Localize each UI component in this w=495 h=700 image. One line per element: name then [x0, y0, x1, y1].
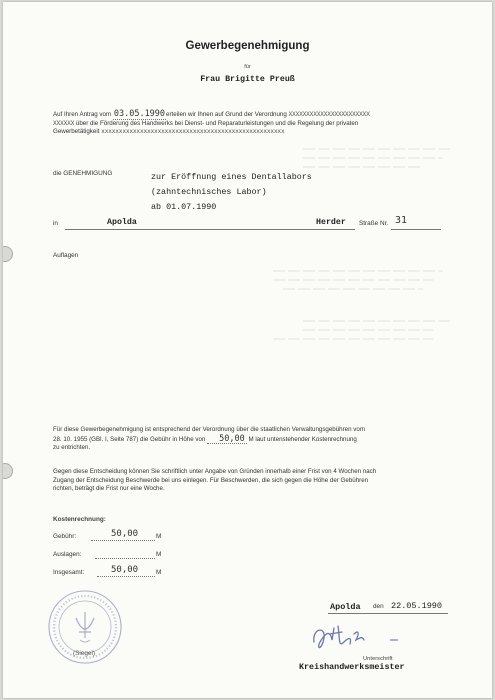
den-label: den [373, 603, 384, 610]
handwritten-signature [308, 620, 404, 656]
fee-line2-suffix: M laut untenstehender Kostenrechnung [248, 435, 357, 443]
show-through-text [273, 279, 433, 281]
kosten-row-line [91, 540, 155, 541]
show-through-text [303, 148, 453, 150]
location-city: Apolda [107, 218, 137, 227]
date-underline [328, 613, 448, 614]
crossed-out-text: xxxxxxxxxxxxxxxxxxxxxxxxxxxxxxxxxxxxxxxxxxxxxxxxxxxx [101, 128, 285, 136]
antrag-date: 03.05.1990 [113, 109, 166, 119]
strasse-label: Straße Nr. [359, 220, 389, 227]
beschwerde-paragraph [53, 468, 445, 494]
document-page [3, 2, 492, 698]
footer-place: Apolda [330, 602, 361, 612]
antrag-line-3 [53, 128, 445, 137]
fee-line-2 [53, 435, 445, 445]
kosten-row-unit: M [156, 569, 162, 576]
unterschrift-label: Unterschrift [363, 656, 393, 662]
antrag-line2-text: über die Förderung des Handwerks bei Dienst- und Reparaturleistungen und die Regelung der privaten [75, 119, 359, 127]
fee-amount: 50,00 [207, 435, 247, 445]
kosten-row-unit: M [156, 533, 162, 540]
in-label: in [53, 220, 58, 227]
kosten-row-line [95, 558, 155, 559]
genehmigung-line-1: zur Eröffnung eines Dentallabors [151, 172, 312, 182]
show-through-text [273, 270, 443, 272]
antrag-line-2 [53, 120, 445, 129]
beschwerde-line-2: Zugang der Entscheidung Beschwerde bei uns einlegen. Für Beschwerden, die sich gegen die Höhe der Gebühren [53, 476, 369, 484]
show-through-text [273, 338, 433, 340]
kosten-row-label: Gebühr: [53, 533, 77, 540]
kosten-row-label: Auslagen: [53, 551, 82, 558]
show-through-text [283, 288, 423, 290]
location-underline [65, 229, 355, 230]
show-through-text [303, 320, 453, 322]
punch-hole-top [3, 246, 13, 262]
auflagen-label: Auflagen [53, 252, 79, 259]
show-through-text [303, 329, 433, 331]
antrag-prefix: Auf Ihren Antrag vom [53, 111, 112, 118]
crossed-out-text: XXXXXXXXXXXXXXXXXXXXXXX [288, 111, 370, 118]
beschwerde-line-3: richten, beträgt die Frist nur eine Woche. [53, 485, 165, 493]
genehmigung-line-2: (zahntechnisches Labor) [151, 187, 267, 197]
show-through-text [303, 166, 423, 168]
antrag-mid: erteilen wir Ihnen auf Grund der Verordnung [166, 111, 287, 118]
kosten-row-line [97, 576, 155, 577]
fuer-label: für [244, 64, 251, 70]
genehmigung-line-3: ab 01.07.1990 [151, 202, 217, 212]
kosten-row-label: Insgesamt: [53, 569, 85, 576]
kosten-row-unit: M [156, 551, 162, 558]
antrag-paragraph [53, 110, 445, 137]
document-title: Gewerbegenehmigung [185, 40, 310, 52]
number-underline [391, 229, 441, 230]
recipient-name: Frau Brigitte Preuß [200, 75, 295, 84]
show-through-text [303, 157, 443, 159]
fee-paragraph [53, 426, 445, 453]
fee-line-3: zu entrichten. [53, 444, 91, 452]
footer-date: 22.05.1990 [391, 601, 443, 611]
fee-line-1: Für diese Gewerbegenehmigung ist entsprechend der Verordnung über die staatlichen Verwaltungsgebühren vom [53, 426, 365, 433]
antrag-line3-prefix: Gewerbetätigkeit [53, 128, 100, 136]
signer-role: Kreishandwerksmeister [299, 662, 405, 672]
kosten-heading: Kostenrechnung: [53, 516, 106, 523]
siegel-label: (Siegel) [73, 650, 96, 657]
crossed-out-text: XXXXXX [53, 119, 75, 127]
antrag-line-1 [53, 110, 445, 120]
location-street: Herder [316, 218, 346, 227]
beschwerde-line-1: Gegen diese Entscheidung können Sie schriftlich unter Angabe von Gründen innerhalb einer Frist von 4 Wochen nach [53, 468, 377, 475]
genehmigung-label: die GENEHMIGUNG [53, 170, 113, 177]
fee-line2-prefix: 28. 10. 1955 (GBl. I, Seite 787) die Gebühr in Höhe von [53, 435, 206, 443]
kosten-row-value: 50,00 [111, 565, 139, 575]
punch-hole-bottom [3, 463, 13, 479]
kosten-row-value: 50,00 [111, 529, 139, 539]
location-number: 31 [395, 215, 408, 226]
